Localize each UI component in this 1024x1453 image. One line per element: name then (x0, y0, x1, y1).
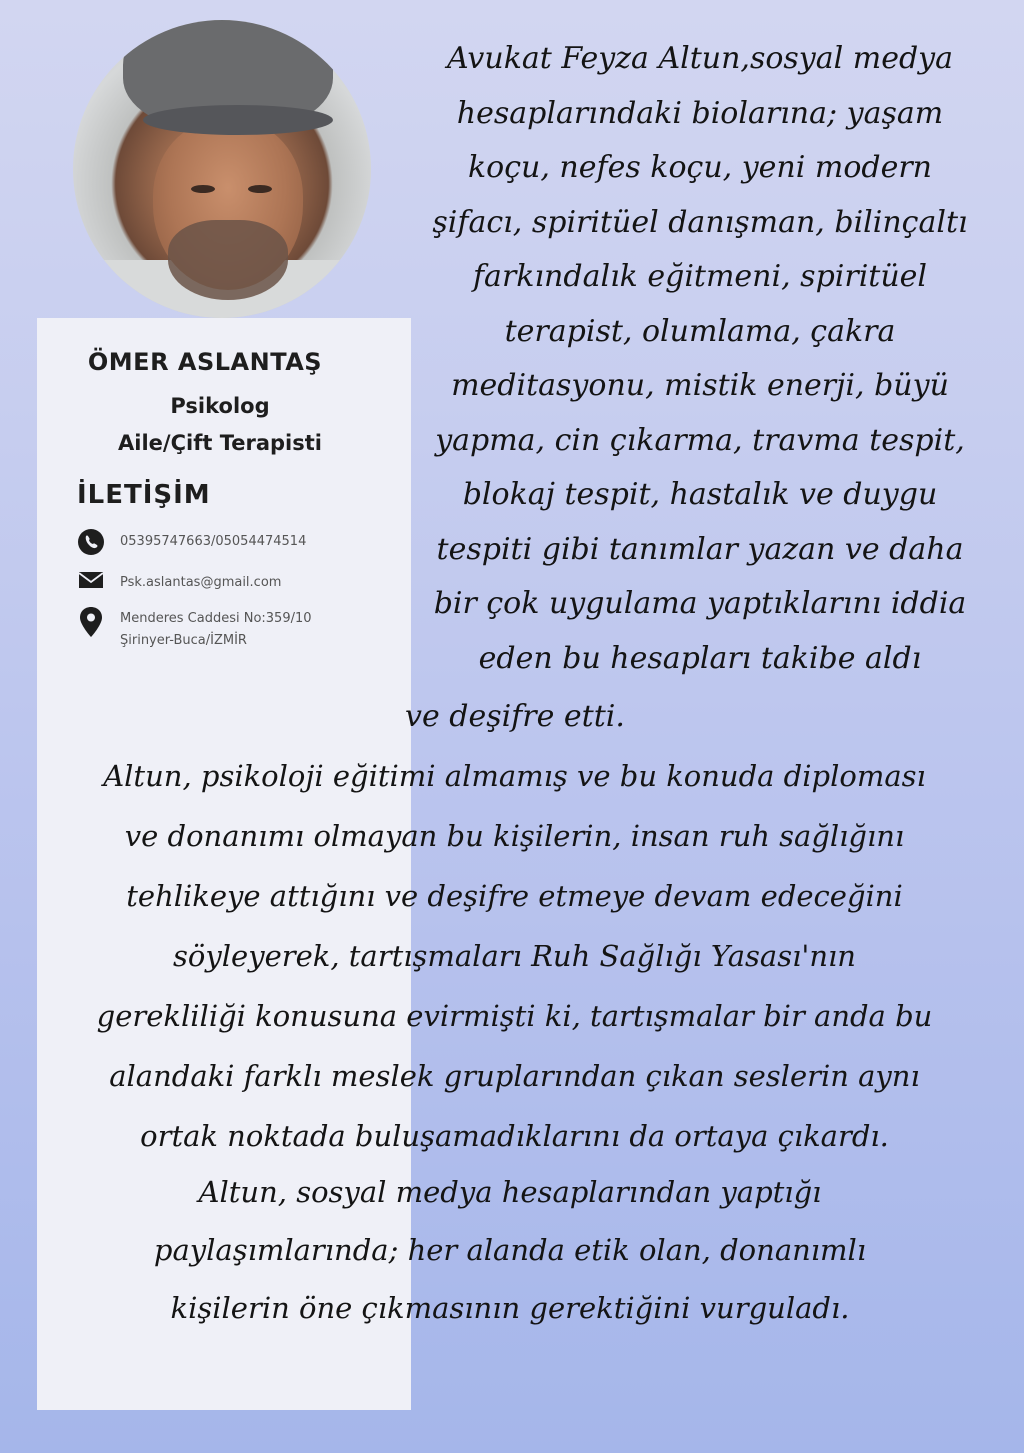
paragraph-2-line: gerekliliği konusuna evirmişti ki, tartışmalar bir anda bu (96, 999, 933, 1033)
paragraph-1-line: hesaplarındaki biolarına; yaşam (456, 95, 944, 131)
phone-icon (77, 528, 105, 556)
address-line-2: Şirinyer-Buca/İZMİR (120, 633, 247, 648)
paragraph-3-line: kişilerin öne çıkmasının gerektiğini vurguladı. (170, 1291, 850, 1325)
paragraph-3-line: paylaşımlarında; her alanda etik olan, donanımlı (153, 1233, 867, 1267)
paragraph-2-line: ortak noktada buluşamadıklarını da ortaya çıkardı. (140, 1119, 889, 1153)
avatar (73, 20, 371, 318)
paragraph-1-line: tespiti gibi tanımlar yazan ve daha (436, 531, 964, 567)
card-role-therapist: Aile/Çift Terapisti (118, 431, 322, 455)
avatar-cap-brim (143, 105, 333, 135)
paragraph-1-line: meditasyonu, mistik enerji, büyü (451, 368, 949, 403)
phone-number[interactable]: 05395747663/05054474514 (120, 534, 307, 549)
paragraph-1-line: yapma, cin çıkarma, travma tespit, (435, 422, 965, 458)
paragraph-1-last-line: ve deşifre etti. (405, 699, 625, 734)
paragraph-3-line: Altun, sosyal medya hesaplarından yaptığı (198, 1175, 822, 1209)
paragraph-3 (60, 1163, 960, 1337)
paragraph-1-line: eden bu hesapları takibe aldı (478, 640, 922, 676)
paragraph-2-line: söyleyerek, tartışmaları Ruh Sağlığı Yasası'nın (173, 939, 856, 973)
mail-icon (77, 569, 105, 591)
paragraph-1-line: bir çok uygulama yaptıklarını iddia (433, 586, 967, 621)
paragraph-2-line: ve donanımı olmayan bu kişilerin, insan ruh sağlığını (124, 819, 905, 853)
paragraph-2-line: Altun, psikoloji eğitimi almamış ve bu konuda diploması (103, 759, 926, 793)
location-pin-icon (77, 605, 105, 639)
address-line-1: Menderes Caddesi No:359/10 (120, 611, 312, 626)
card-name: ÖMER ASLANTAŞ (87, 348, 323, 376)
card-role-psychologist: Psikolog (170, 394, 270, 418)
email-address[interactable]: Psk.aslantas@gmail.com (120, 575, 282, 590)
paragraph-1-line: şifacı, spiritüel danışman, bilinçaltı (432, 204, 968, 240)
avatar-eye-left (191, 185, 215, 193)
paragraph-2 (22, 746, 1007, 1166)
paragraph-2-line: tehlikeye attığını ve deşifre etmeye devam edeceğini (126, 879, 903, 913)
contact-title: İLETİŞİM (77, 480, 211, 510)
address (120, 608, 312, 652)
paragraph-1-line: terapist, olumlama, çakra (504, 313, 896, 349)
avatar-eye-right (248, 185, 272, 193)
avatar-beard (168, 220, 288, 300)
paragraph-1 (400, 32, 1000, 686)
paragraph-1-line: farkındalık eğitmeni, spiritüel (472, 259, 928, 294)
paragraph-1-line: Avukat Feyza Altun,sosyal medya (446, 41, 954, 76)
paragraph-1-line: blokaj tespit, hastalık ve duygu (462, 477, 938, 512)
paragraph-1-line: koçu, nefes koçu, yeni modern (467, 150, 933, 185)
paragraph-2-line: alandaki farklı meslek gruplarından çıkan seslerin aynı (109, 1059, 920, 1093)
